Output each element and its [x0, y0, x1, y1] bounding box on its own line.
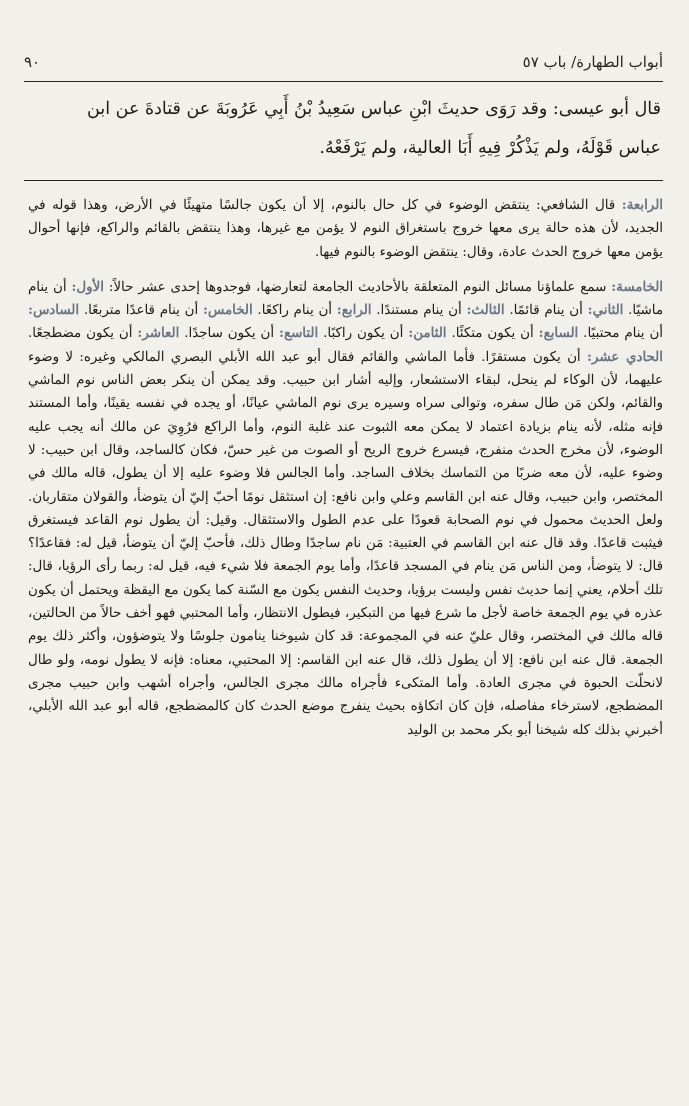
paragraph-intro: سمع علماؤنا مسائل النوم المتعلقة بالأحاديث الجامعة لتعارضها، فوجدوها إحدى عشر حالاً:: [103, 279, 612, 295]
case-label: الحادي عشر:: [586, 348, 663, 365]
case-text: أن يكون متكئًا.: [446, 326, 539, 342]
paragraph-fourth: [28, 194, 663, 264]
case-text: أن ينام قائمًا.: [504, 303, 588, 319]
case-text: أن ينام قاعدًا متربعًا.: [79, 303, 203, 319]
case-label: الثالث:: [466, 302, 505, 319]
case-text: أن يكون مضطجعًا.: [28, 326, 138, 342]
page-number: ٩٠: [24, 53, 41, 71]
case-text: أن يكون مستقرًا.: [474, 349, 587, 365]
case-text: أن ينام مستندًا.: [371, 303, 467, 319]
case-label: الثامن:: [408, 325, 447, 342]
case-label: الأول:: [71, 278, 104, 295]
hadith-text: [28, 90, 661, 168]
hadith-line: عباس قَوْلَهُ، ولم يَذْكُرْ فِيهِ أَبَا العالية، ولم يَرْفَعْهُ.: [319, 138, 661, 158]
paragraph-label: الرابعة:: [621, 197, 663, 213]
page-header: [24, 50, 663, 74]
case-label: العاشر:: [137, 325, 180, 342]
case-text: أن يكون ساجدًا.: [179, 326, 280, 342]
header-rule: [24, 81, 663, 82]
case-label: السابع:: [538, 325, 579, 342]
case-text: أن ينام محتبيًا.: [578, 326, 663, 342]
case-text: أن ينام راكعًا.: [252, 303, 337, 319]
case-label: الرابع:: [336, 302, 372, 319]
paragraph-text: قال الشافعي: ينتقض الوضوء في كل حال بالنوم، إلا أن يكون جالسًا متهيئًا في الأرض، وهذا قوله في الجديد، لأن هذه حالة يرى معها خروج باستغراق النوم لا يؤمن مع غيرها، وهذا ينتقض بالقائم والراكع، فإنها أحوال يؤمن معها خروج الحدث عادة، وقال: ينتقض الوضوء بالنوم فيها.: [28, 198, 663, 260]
paragraph-body: فأما الماشي والقائم فقال أبو عبد الله الأبلي البصري المالكي وغيره: لا وضوء عليهما، لأن الوكاء لم ينحل، لبقاء الاستشعار، وإليه أشار ابن حبيب. وقد يمكن أن ينكر بعض الناس نوم الماشي والقائم، ولكن مَن طال سفره، وتوالى سراه وسيره يرى نوم الماشي عيانًا، أو يجده في نفسه يقينًا، وأما المستند فإنه مثله، لأنه ينام بزيادة اعتماد لا يمكن معه الثبوت عند غلبة النوم، وأما الراكع فرُوِيَ عن مالك أنه يجب عليه الوضوء، لأن مخرج الحدث منفرج، فيسرع خروج الريح أو الصوت من غير حسّ، فكان كالساجد، وقال ابن حبيب: لا وضوء عليه، لأن معه ضربًا من التماسك بخلاف الساجد. وأما الجالس فلا وضوء عليه إلا أن يطول، قاله مالك في المختصر، وابن حبيب، وقال عنه ابن القاسم وعلي وابن نافع: إن استثقل نومًا أحبّ إليّ أن يتوضأ، والقولان متقاربان. ولعل الحديث محمول في نوم الصحابة قعودًا على عدم الطول والاستثقال. وقيل: أن يطول نوم القاعد فيستغرق فيثبت قاعدًا. وقد قال عنه ابن القاسم في العتبية: مَن نام ساجدًا وطال ذلك، فأحبّ إليّ أن يتوضأ، قيل له: فقاعدًا؟ قال: لا يتوضأ، ومن الناس مَن ينام في المسجد قاعدًا، وأما يوم الجمعة فلا شيء فيه، قيل له: ربما رأى الرؤيا، قال: تلك أحلام، يعني إنما حديث نفس وليست برؤيا، وحديث النفس يكون مع السّنة كما يكون مع اليقظة ويحتمل أن يكون عذره في يوم الجمعة خاصة لأجل ما شرع فيها من التبكير، فيطول الانتظار، وأما المحتبي فهو أخف حالاً من الحالتين، قاله مالك في المختصر، وقال عليّ عنه في المجموعة: قد كان شيوخنا ينامون جلوسًا ولا يتوضؤون، وأكثر ذلك يوم الجمعة. قال عنه ابن نافع: إلا أن يطول ذلك، قال عنه ابن القاسم: إلا المحتبي، معناه: فإنه لا يطول نومه، ولو طال لانحلّت الحبوة في مجرى العادة. وأما المتكىء فأجراه مالك مجرى الجالس، وأجراه أشهب وابن حبيب مجرى المضطجع، لاسترخاء مفاصله، فإن كان اتكاؤه بحيث ينفرج موضع الحدث كان كالمضطجع، قاله أبو عبد الله الأبلي، أخبرني بذلك كله شيخنا أبو بكر محمد بن الوليد: [28, 349, 663, 738]
commentary: [28, 194, 663, 742]
text-commentary-divider: [24, 180, 663, 181]
paragraph-fifth: [28, 276, 663, 742]
case-label: الثاني:: [587, 302, 624, 319]
case-text: أن يكون راكبًا.: [318, 326, 409, 342]
case-text: أن ينام ماشيًا.: [28, 279, 664, 319]
case-label: السادس:: [28, 302, 80, 319]
case-label: الخامس:: [202, 302, 253, 319]
hadith-line: قال أبو عيسى: وقد رَوَى حديثَ ابْنِ عباس سَعِيدُ بْنُ أَبِي عَرُوبَةَ عن قتادةَ عن ابن: [87, 99, 661, 119]
case-label: التاسع:: [279, 325, 319, 342]
paragraph-label: الخامسة:: [611, 278, 663, 295]
running-title: أبواب الطهارة/ باب ٥٧: [522, 53, 663, 71]
